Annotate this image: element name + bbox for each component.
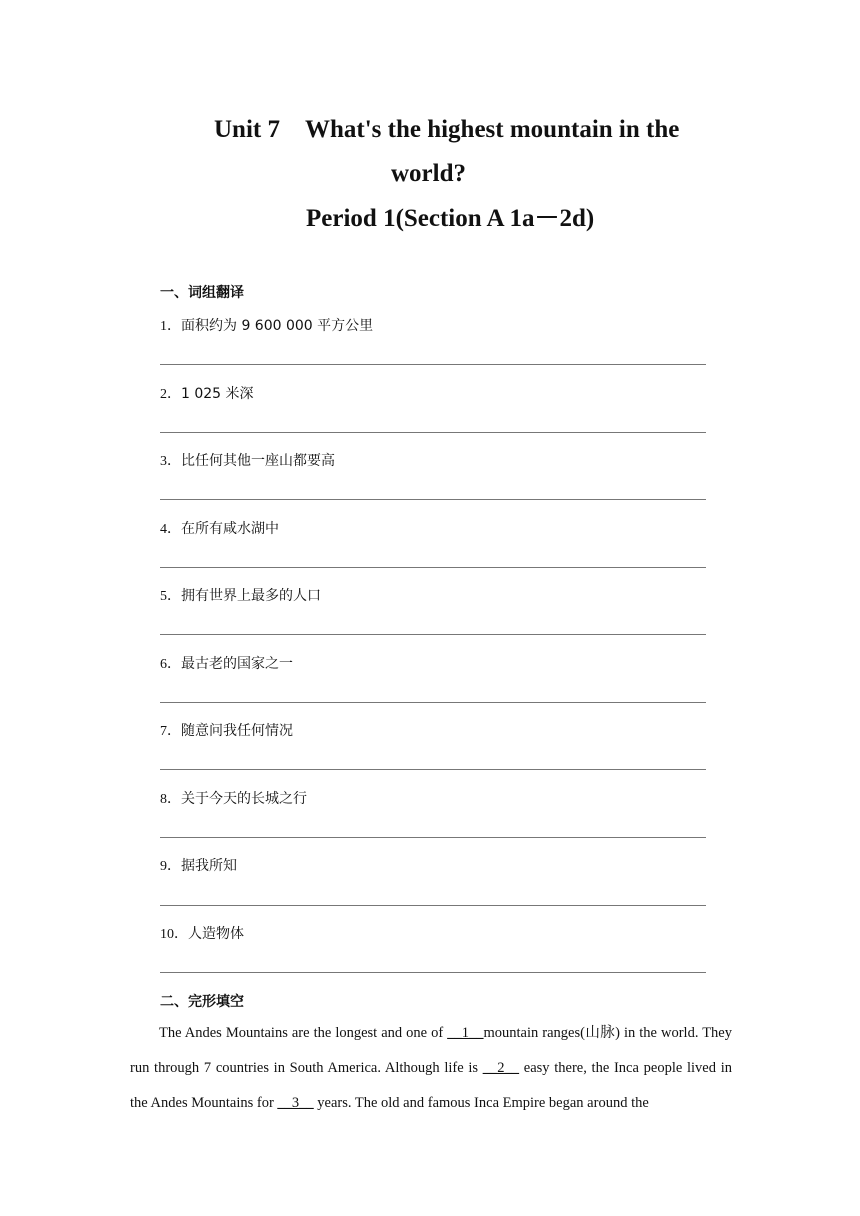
cloze-blank-1[interactable]: __1__: [447, 1025, 484, 1041]
section-heading-cloze: 二、完形填空: [160, 994, 244, 1010]
item-prompt: 在所有咸水湖中: [181, 521, 279, 537]
item-prompt: 1 025 米深: [181, 386, 254, 402]
item-number: 3．: [160, 454, 181, 469]
title-line-2: world?: [391, 160, 466, 187]
title-line-1: Unit 7 What's the highest mountain in the: [214, 116, 680, 143]
answer-line[interactable]: [160, 364, 706, 365]
item-prompt: 据我所知: [181, 858, 237, 874]
exercise-item: [160, 518, 279, 538]
item-prompt: 面积约为 9 600 000 平方公里: [181, 318, 374, 334]
exercise-item: [160, 923, 244, 943]
item-number: 4．: [160, 522, 181, 537]
answer-line[interactable]: [160, 499, 706, 500]
passage-text: mountain ranges(山脉) in the world. They run through 7 countries in South America. Although life is: [130, 1025, 732, 1076]
exercise-item: [160, 585, 321, 605]
exercise-item: [160, 450, 335, 470]
cloze-blank-2[interactable]: __2__: [482, 1060, 520, 1076]
item-number: 7．: [160, 724, 181, 739]
item-number: 8．: [160, 792, 181, 807]
answer-line[interactable]: [160, 567, 706, 568]
item-prompt: 比任何其他一座山都要高: [181, 453, 335, 469]
cloze-blank-3[interactable]: __3__: [277, 1095, 314, 1111]
answer-line[interactable]: [160, 837, 706, 838]
item-prompt: 最古老的国家之一: [181, 656, 293, 672]
exercise-item: [160, 720, 293, 740]
item-number: 9．: [160, 859, 181, 874]
item-number: 10．: [160, 927, 188, 942]
passage-text: years. The old and famous Inca Empire began around the: [313, 1095, 649, 1111]
cloze-passage: [130, 1016, 732, 1121]
item-number: 5．: [160, 589, 181, 604]
exercise-item: [160, 315, 373, 335]
item-number: 1．: [160, 319, 181, 334]
section-heading-translation: 一、词组翻译: [160, 285, 244, 301]
item-prompt: 随意问我任何情况: [181, 723, 293, 739]
passage-text: The Andes Mountains are the longest and one of: [159, 1025, 448, 1041]
answer-line[interactable]: [160, 769, 706, 770]
answer-line[interactable]: [160, 432, 706, 433]
answer-line[interactable]: [160, 905, 706, 906]
item-prompt: 关于今天的长城之行: [181, 791, 307, 807]
answer-line[interactable]: [160, 634, 706, 635]
exercise-item: [160, 855, 237, 875]
passage-text: easy there, the Inca people lived in the Andes Mountains for: [130, 1060, 732, 1111]
item-prompt: 人造物体: [188, 926, 244, 942]
exercise-item: [160, 653, 293, 673]
answer-line[interactable]: [160, 702, 706, 703]
exercise-item: [160, 383, 254, 403]
item-prompt: 拥有世界上最多的人口: [181, 588, 321, 604]
item-number: 2．: [160, 387, 181, 402]
title-line-3: Period 1(Section A 1a－2d): [306, 205, 595, 232]
item-number: 6．: [160, 657, 181, 672]
answer-line[interactable]: [160, 972, 706, 973]
exercise-item: [160, 788, 307, 808]
